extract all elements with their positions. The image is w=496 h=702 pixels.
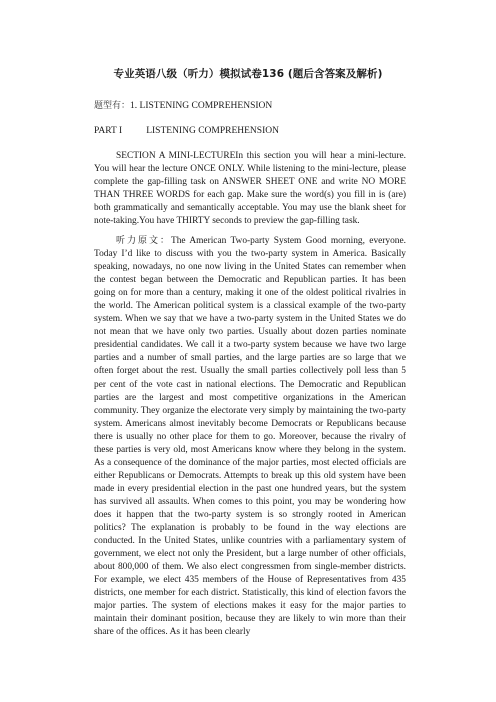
part-heading [94, 126, 279, 136]
transcript-label: 听力原文： [116, 236, 171, 246]
section-a-instructions: SECTION A MINI-LECTUREIn this section you will hear a mini-lecture. You will hear the lecture ONCE ONLY. While listening to the mini-lecture, please complete the gap-filling task on ANSWER SHEET ONE and write NO MORE THAN THREE WORDS for each gap. Make sure the word(s) you fill in is (are) both grammatically and semantically acceptable. You may use the blank sheet for note-taking.You have THIRTY seconds to preview the gap-filling task. [94, 151, 406, 227]
question-type-label: 题型有： [94, 101, 131, 111]
question-type-value: 1. LISTENING COMPREHENSION [130, 101, 273, 111]
transcript-paragraph [94, 235, 406, 639]
transcript-text: The American Two-party System Good morning, everyone. Today I’d like to discuss with you the two-party system in America. Basically speaking, nowadays, no one now living in the United States can remember when the contest began between the Democratic and Republican parties. It has been going on for more than a century, making it one of the oldest political rivalries in the world. The American political system is a classical example of the two-party system. When we say that we have a two-party system in the United States we do not mean that we have only two parties. Usually about dozen parties nominate presidential candidates. We call it a two-party system because we have two large parties and a number of small parties, and the large parties are so large that we often forget about the rest. Usually the small parties collectively poll less than 5 per cent of the vote cast in national elections. The Democratic and Republican parties are the largest and most competitive organizations in the American community. They organize the electorate very simply by maintaining the two-party system. Americans almost inevitably become Democrats or Republicans because there is usually no other place for them to go. Moreover, because the rivalry of these parties is very old, most Americans know where they belong in the system. As a consequence of the dominance of the major parties, most elected officials are either Republicans or Democrats. Attempts to break up this old system have been made in every presidential election in the past one hundred years, but the system has survived all assaults. When comes to this point, you may be wondering how does it happen that the two-party system is so strongly rooted in American politics? The explanation is probably to be found in the way elections are conducted. In the United States, unlike countries with a parliamentary system of government, we elect not only the President, but a large number of other officials, about 800,000 of them. We also elect congressmen from single-member districts. For example, we elect 435 members of the House of Representatives from 435 districts, one member for each district. Statistically, this kind of election favors the major parties. The system of elections makes it easy for the major parties to maintain their dominant position, because they are likely to win more than their share of the offices. As it has been clearly [94, 236, 406, 638]
part-name: LISTENING COMPREHENSION [146, 126, 279, 136]
page-title: 专业英语八级（听力）模拟试卷136 (题后含答案及解析) [113, 68, 383, 80]
part-number: PART I [94, 126, 123, 136]
question-type-line [94, 98, 272, 111]
